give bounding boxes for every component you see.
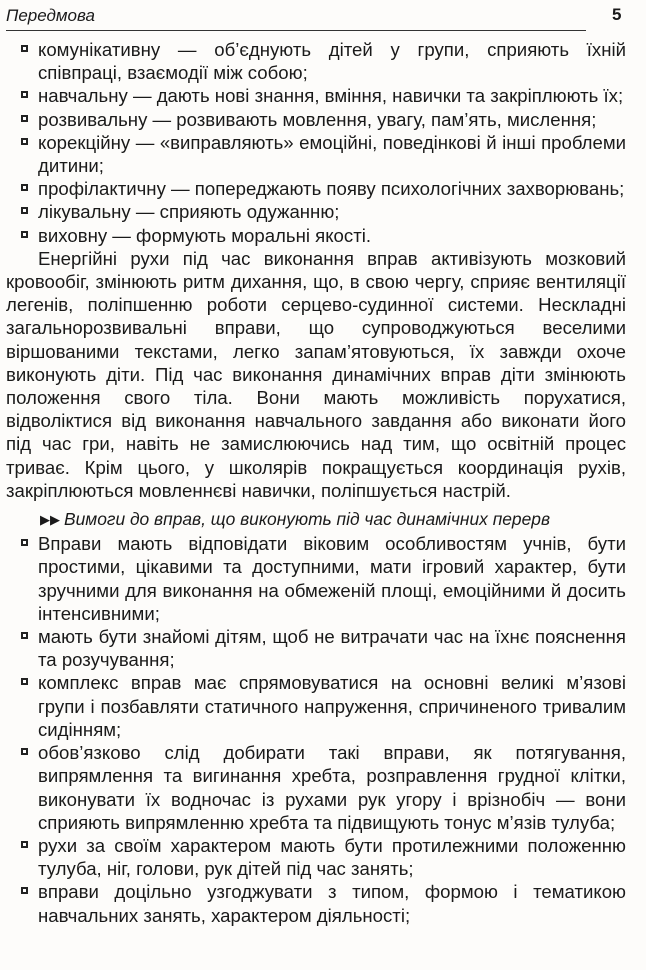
list-item xyxy=(6,108,626,131)
page-number: 5 xyxy=(612,5,622,24)
list-item xyxy=(6,84,626,107)
square-bullet-icon xyxy=(21,841,28,848)
square-bullet-icon xyxy=(21,115,28,122)
square-bullet-icon xyxy=(21,632,28,639)
page-body xyxy=(6,38,626,927)
list-item-text: навчальну — дають нові знання, вміння, навички та закріплюють їх; xyxy=(38,85,624,107)
list-item-text: виховну — формують моральні якості. xyxy=(38,224,372,246)
square-bullet-icon xyxy=(21,91,28,98)
list-item-text: корекційну — «виправляють» емоційні, поведінкові й інші проблеми дитини; xyxy=(38,131,626,177)
list-item-text: профілактичну — попереджають появу психологічних захворювань; xyxy=(38,178,625,200)
list-item-text: рухи за своїм характером мають бути протилежними положенню тулуба, ніг, голови, рук дітей під час занять; xyxy=(38,834,626,880)
section-title: Передмова xyxy=(6,6,95,25)
list-item xyxy=(6,880,626,926)
list-item xyxy=(6,200,626,223)
body-paragraph: Енергійні рухи під час виконання вправ активізують мозковий кровообіг, змінюють ритм дихання, що, в свою чергу, сприяє вентиляції легенів, поліпшенню роботи серцево-судинної системи. Нескладні загальнорозвивальні вправи, що супроводжуються веселими віршованими текстами, легко запам’ятовуються, їх завжди охоче виконують діти. Під час виконання динамічних вправ діти змінюють положення свого тіла. Вони мають можливість порухатися, відволіктися від виконання навчального завдання або виконати його під час гри, навіть не замислюючись над тим, що освітній процес триває. Крім цього, у школярів покращується координація рухів, закріплюються мовленнєві навички, поліпшується настрій. xyxy=(6,247,626,501)
square-bullet-icon xyxy=(21,231,28,238)
list-item-text: мають бути знайомі дітям, щоб не витрачати час на їхнє пояснення та розучування; xyxy=(38,626,626,671)
list-item-text: вправи доцільно узгоджувати з типом, формою і тематикою навчальних занять, характером діяльності; xyxy=(38,881,626,926)
list-item-text: комплекс вправ має спрямовуватися на основні великі м’язові групи і позбавляти статичного напруження, спричиненого тривалим сидінням; xyxy=(38,672,626,740)
list-item xyxy=(6,834,626,880)
list-item xyxy=(6,38,626,84)
list-item-text: комунікативну — об’єднують дітей у групи, сприяють їхній співпраці, взаємодії між собою; xyxy=(38,39,626,84)
list-item-text: Вправи мають відповідати віковим особливостям учнів, бути простими, цікавими та доступними, мати ігровий характер, бути зручними для виконання на обмеженій площі, емоційними й досить інтенсивними; xyxy=(38,533,626,624)
square-bullet-icon xyxy=(21,45,28,52)
square-bullet-icon xyxy=(21,138,28,145)
square-bullet-icon xyxy=(21,678,28,685)
requirements-list xyxy=(6,532,626,926)
list-item xyxy=(6,177,626,200)
square-bullet-icon xyxy=(21,207,28,214)
list-item-text: розвивальну — розвивають мовлення, увагу, пам’ять, мислення; xyxy=(38,108,597,130)
double-arrow-icon: ▶▶ xyxy=(40,512,60,528)
list-item xyxy=(6,741,626,834)
functions-list xyxy=(6,38,626,247)
list-item-text: лікувальну — сприяють одужанню; xyxy=(38,201,340,223)
square-bullet-icon xyxy=(21,887,28,894)
list-item xyxy=(6,224,626,247)
square-bullet-icon xyxy=(21,539,28,546)
list-item xyxy=(6,532,626,625)
list-item xyxy=(6,131,626,177)
list-item xyxy=(6,671,626,741)
list-item-text: обов’язково слід добирати такі вправи, як потягування, випрямлення та вигинання хребта, розправлення грудної клітки, виконувати їх водночас із рухами рук угору і врізнобіч — вони сприяють випрямленню хребта та підвищують тонус м’язів тулуба; xyxy=(38,742,626,833)
list-item xyxy=(6,625,626,671)
running-header xyxy=(6,6,586,31)
square-bullet-icon xyxy=(21,748,28,755)
section-subheading xyxy=(6,508,626,531)
subheading-text: Вимоги до вправ, що виконують під час динамічних перерв xyxy=(64,509,551,530)
square-bullet-icon xyxy=(21,184,28,191)
